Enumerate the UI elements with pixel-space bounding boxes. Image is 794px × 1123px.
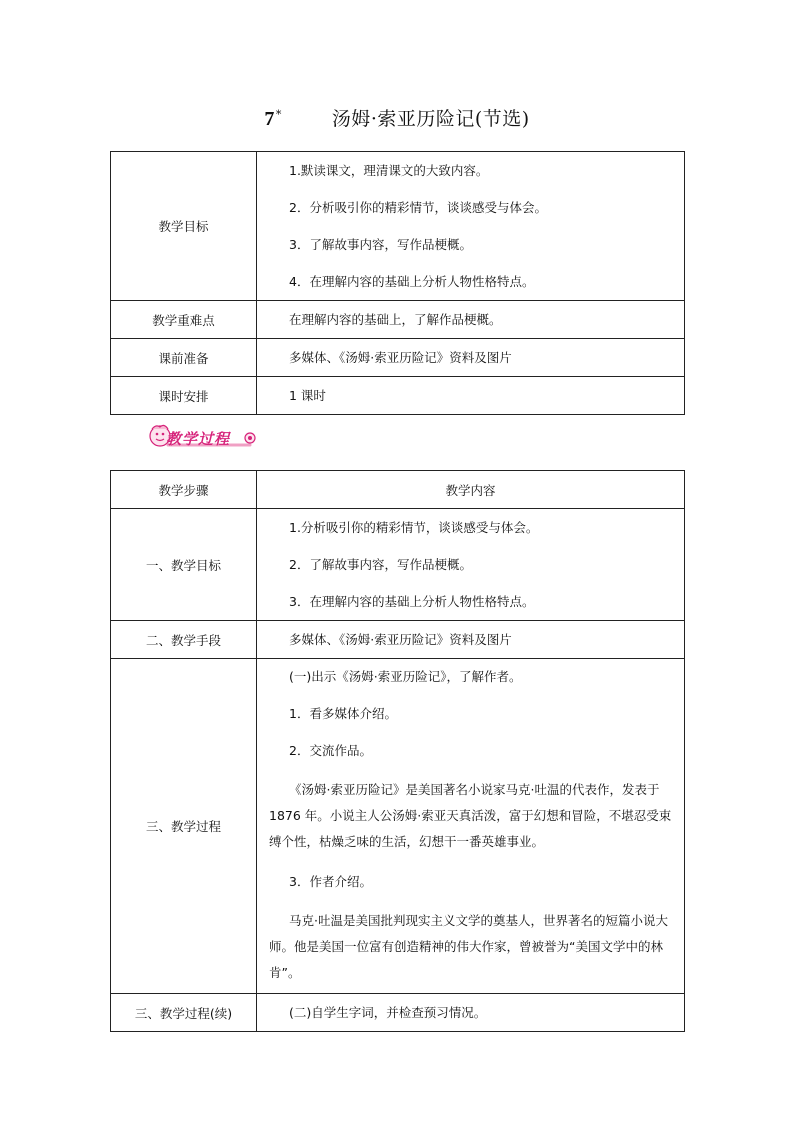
table-row [111,509,685,621]
info-table [110,151,685,415]
content-line: (一)出示《汤姆·索亚历险记》，了解作者。 [289,669,522,684]
header-step: 教学步骤 [111,471,257,509]
page-title [0,104,794,131]
content-line: 3．作者介绍。 [289,874,372,889]
content-line: 2．分析吸引你的精彩情节，谈谈感受与体会。 [289,200,547,215]
row-label: 三、教学过程(续) [111,994,257,1032]
row-content [257,301,685,339]
content-line: 4．在理解内容的基础上分析人物性格特点。 [289,274,535,289]
row-content [257,621,685,659]
content-line: 1.分析吸引你的精彩情节，谈谈感受与体会。 [289,520,539,535]
table-row [111,621,685,659]
content-paragraph: 《汤姆·索亚历险记》是美国著名小说家马克·吐温的代表作，发表于 1876 年。小说主人公汤姆·索亚天真活泼，富于幻想和冒险，不堪忍受束缚个性，枯燥乏味的生活，幻想干一番英雄事业。 [269,782,672,849]
content-line: 3．在理解内容的基础上分析人物性格特点。 [289,594,535,609]
lesson-number: 7 [264,108,275,130]
table-row [111,377,685,415]
row-content [257,509,685,621]
content-paragraph: 马克·吐温是美国批判现实主义文学的奠基人，世界著名的短篇小说大师。他是美国一位富有创造精神的伟大作家，曾被誉为“美国文学中的林肯”。 [269,913,668,980]
table-row [111,659,685,994]
table-row [111,994,685,1032]
table-header-row [111,471,685,509]
row-label: 教学重难点 [111,301,257,339]
row-label: 课前准备 [111,339,257,377]
content-line: 多媒体、《汤姆·索亚历险记》资料及图片 [289,350,512,365]
content-line: 2．交流作品。 [289,743,372,758]
section-badge-label: 教学过程 [166,430,231,448]
lesson-mark: * [275,107,282,121]
table-row [111,152,685,301]
row-label: 二、教学手段 [111,621,257,659]
process-table [110,470,685,1032]
row-content [257,152,685,301]
table-row [111,339,685,377]
content-line: 1.默读课文，理清课文的大致内容。 [289,163,489,178]
row-label: 三、教学过程 [111,659,257,994]
content-line: 多媒体、《汤姆·索亚历险记》资料及图片 [289,632,512,647]
content-line: 1 课时 [289,388,326,403]
table-row [111,301,685,339]
row-content [257,994,685,1032]
row-content [257,377,685,415]
row-label: 一、教学目标 [111,509,257,621]
content-line: 1．看多媒体介绍。 [289,706,397,721]
content-line: 2．了解故事内容，写作品梗概。 [289,557,472,572]
row-content [257,339,685,377]
content-line: (二)自学生字词，并检查预习情况。 [289,1005,487,1020]
content-line: 在理解内容的基础上，了解作品梗概。 [289,312,502,327]
row-content [257,659,685,994]
lesson-title: 汤姆·索亚历险记(节选) [331,108,530,130]
row-label: 教学目标 [111,152,257,301]
header-content: 教学内容 [257,471,685,509]
content-line: 3．了解故事内容，写作品梗概。 [289,237,472,252]
row-label: 课时安排 [111,377,257,415]
